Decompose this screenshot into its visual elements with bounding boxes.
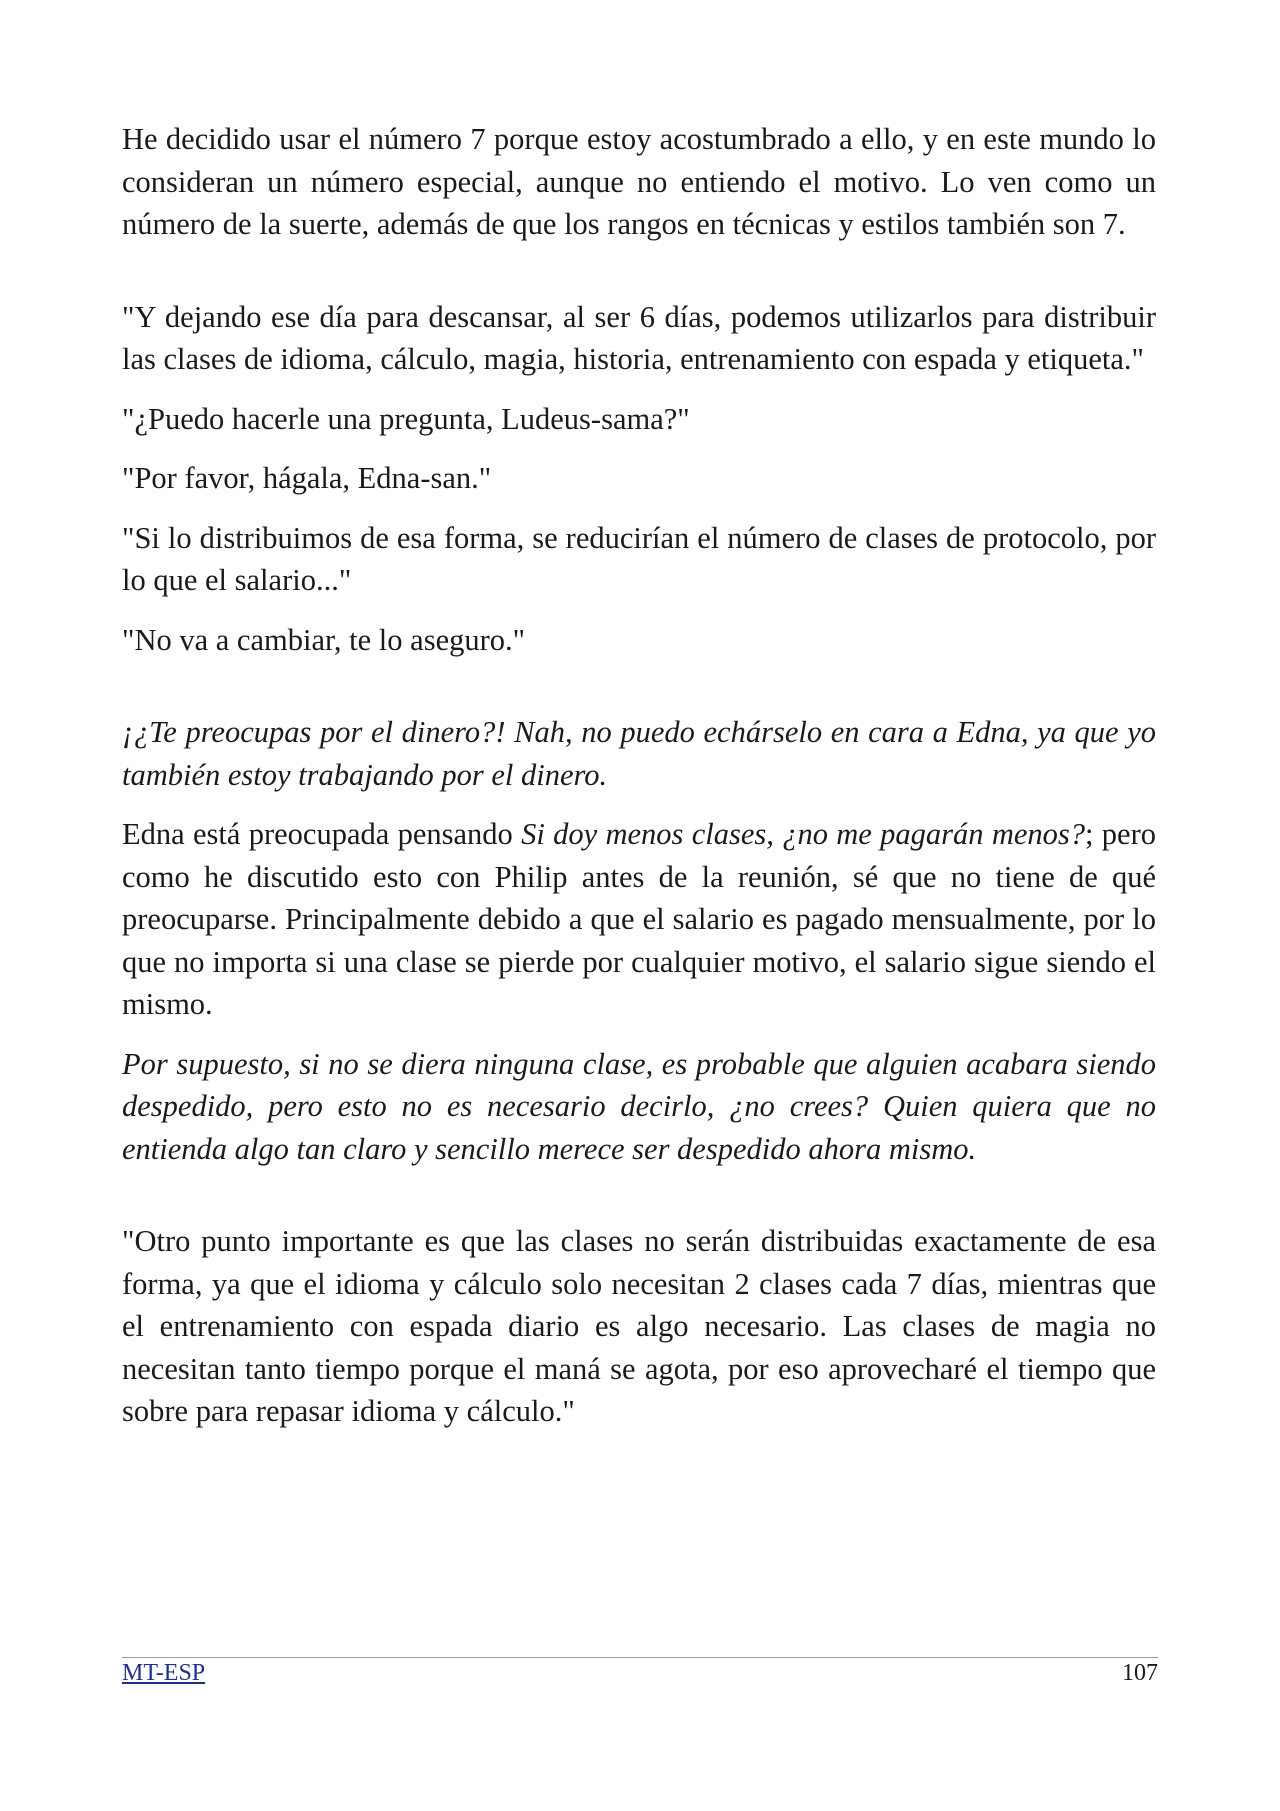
text-segment-italic: Si doy menos clases, ¿no me pagarán menos? [521, 817, 1086, 851]
footer-divider [122, 1657, 1158, 1658]
page-number: 107 [1122, 1660, 1158, 1686]
paragraph-inner-thought: Por supuesto, si no se diera ninguna clase, es probable que alguien acabara siendo despedido, pero esto no es necesario decirlo, ¿no crees? Quien quiera que no entienda algo tan claro y sencillo merece ser despedido ahora mismo. [122, 1046, 1156, 1166]
paragraph-dialogue: "Si lo distribuimos de esa forma, se reducirían el número de clases de protocolo, por lo que el salario..." [122, 520, 1156, 597]
paragraph-dialogue: "Por favor, hágala, Edna-san." [122, 461, 492, 495]
paragraph-dialogue: "No va a cambiar, te lo aseguro." [122, 622, 526, 657]
paragraph-narration-mixed [122, 813, 1156, 1026]
text-segment: ; pero como he discutido esto con Philip antes de la reunión, sé que no tiene de qué preocuparse. Principalmente debido a que el salario es pagado mensualmente, por lo que no importa si una clase se pierde por cualquier motivo, el salario sigue siendo el mismo. [122, 817, 1156, 1021]
text-segment: Edna está preocupada pensando [122, 817, 522, 851]
page-body [122, 118, 1156, 1433]
footer-source-link[interactable]: MT-ESP [122, 1660, 206, 1686]
paragraph-dialogue: "¿Puedo hacerle una pregunta, Ludeus-sama?" [122, 401, 690, 436]
paragraph-dialogue: "Otro punto importante es que las clases no serán distribuidas exactamente de esa forma, ya que el idioma y cálculo solo necesitan 2 clases cada 7 días, mientras que el entrenamiento con espada diario es algo necesario. Las clases de magia no necesitan tanto tiempo porque el maná se agota, por eso aprovecharé el tiempo que sobre para repasar idioma y cálculo." [122, 1224, 1156, 1428]
paragraph-dialogue: "Y dejando ese día para descansar, al ser 6 días, podemos utilizarlos para distribuir las clases de idioma, cálculo, magia, historia, entrenamiento con espada y etiqueta." [122, 299, 1156, 376]
paragraph-inner-thought: ¡¿Te preocupas por el dinero?! Nah, no puedo echárselo en cara a Edna, ya que yo también estoy trabajando por el dinero. [122, 715, 1156, 792]
paragraph-narration: He decidido usar el número 7 porque estoy acostumbrado a ello, y en este mundo lo consideran un número especial, aunque no entiendo el motivo. Lo ven como un número de la suerte, además de que los rangos en técnicas y estilos también son 7. [122, 122, 1156, 241]
